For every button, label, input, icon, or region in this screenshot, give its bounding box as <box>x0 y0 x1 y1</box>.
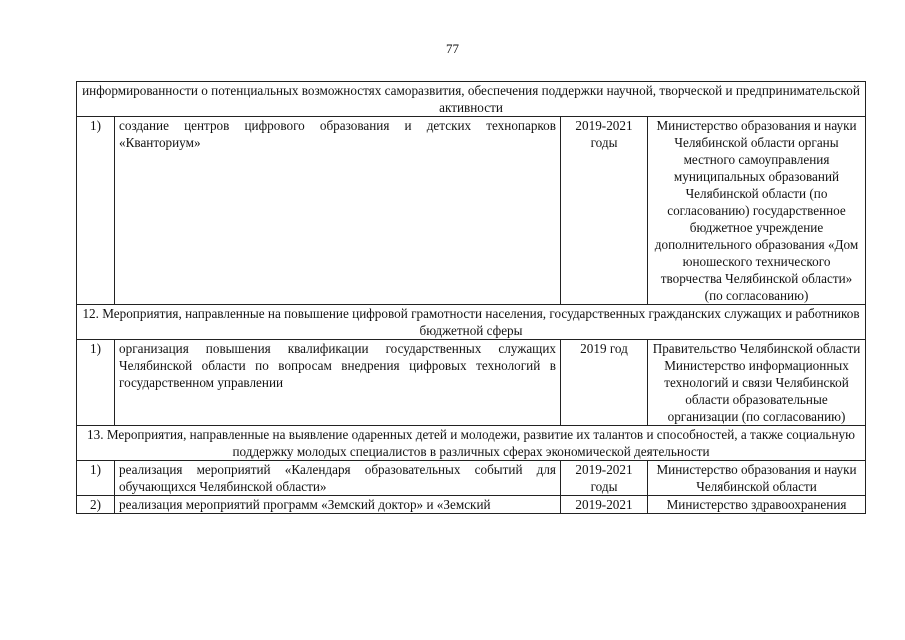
row-number: 1) <box>77 340 115 426</box>
responsible-executors: Министерство образования и науки Челябинской области органы местного самоуправления муниципальных образований Челябинской области (по согласованию) государственное бюджетное учреждение дополнительного образования «Дом юношеского технического творчества Челябинской области» (по согласованию) <box>648 117 866 305</box>
measure-description: реализация мероприятий программ «Земский доктор» и «Земский <box>115 496 561 514</box>
section-heading: 13. Мероприятия, направленные на выявление одаренных детей и молодежи, развитие их талантов и способностей, а также социальную поддержку молодых специалистов в различных сферах экономической деятельности <box>77 426 866 461</box>
page-number: 77 <box>446 41 459 56</box>
measure-description: реализация мероприятий «Календаря образовательных событий для обучающихся Челябинской области» <box>115 461 561 496</box>
measure-description: создание центров цифрового образования и детских технопарков «Кванториум» <box>115 117 561 305</box>
section-heading: информированности о потенциальных возможностях саморазвития, обеспечения поддержки научной, творческой и предпринимательской активности <box>77 82 866 117</box>
table-row <box>77 340 866 426</box>
section-row <box>77 426 866 461</box>
responsible-executors: Министерство здравоохранения <box>648 496 866 514</box>
measures-table <box>76 81 866 514</box>
implementation-period: 2019-2021 годы <box>561 461 648 496</box>
row-number: 1) <box>77 461 115 496</box>
responsible-executors: Министерство образования и науки Челябинской области <box>648 461 866 496</box>
measure-description: организация повышения квалификации государственных служащих Челябинской области по вопросам внедрения цифровых технологий в государственном управлении <box>115 340 561 426</box>
implementation-period: 2019 год <box>561 340 648 426</box>
row-number: 1) <box>77 117 115 305</box>
section-row <box>77 82 866 117</box>
responsible-executors: Правительство Челябинской области Министерство информационных технологий и связи Челябинской области образовательные организации (по согласованию) <box>648 340 866 426</box>
table-row <box>77 117 866 305</box>
section-heading: 12. Мероприятия, направленные на повышение цифровой грамотности населения, государственных гражданских служащих и работников бюджетной сферы <box>77 305 866 340</box>
implementation-period: 2019-2021 <box>561 496 648 514</box>
table-row <box>77 461 866 496</box>
implementation-period: 2019-2021 годы <box>561 117 648 305</box>
table-row <box>77 496 866 514</box>
row-number: 2) <box>77 496 115 514</box>
section-row <box>77 305 866 340</box>
